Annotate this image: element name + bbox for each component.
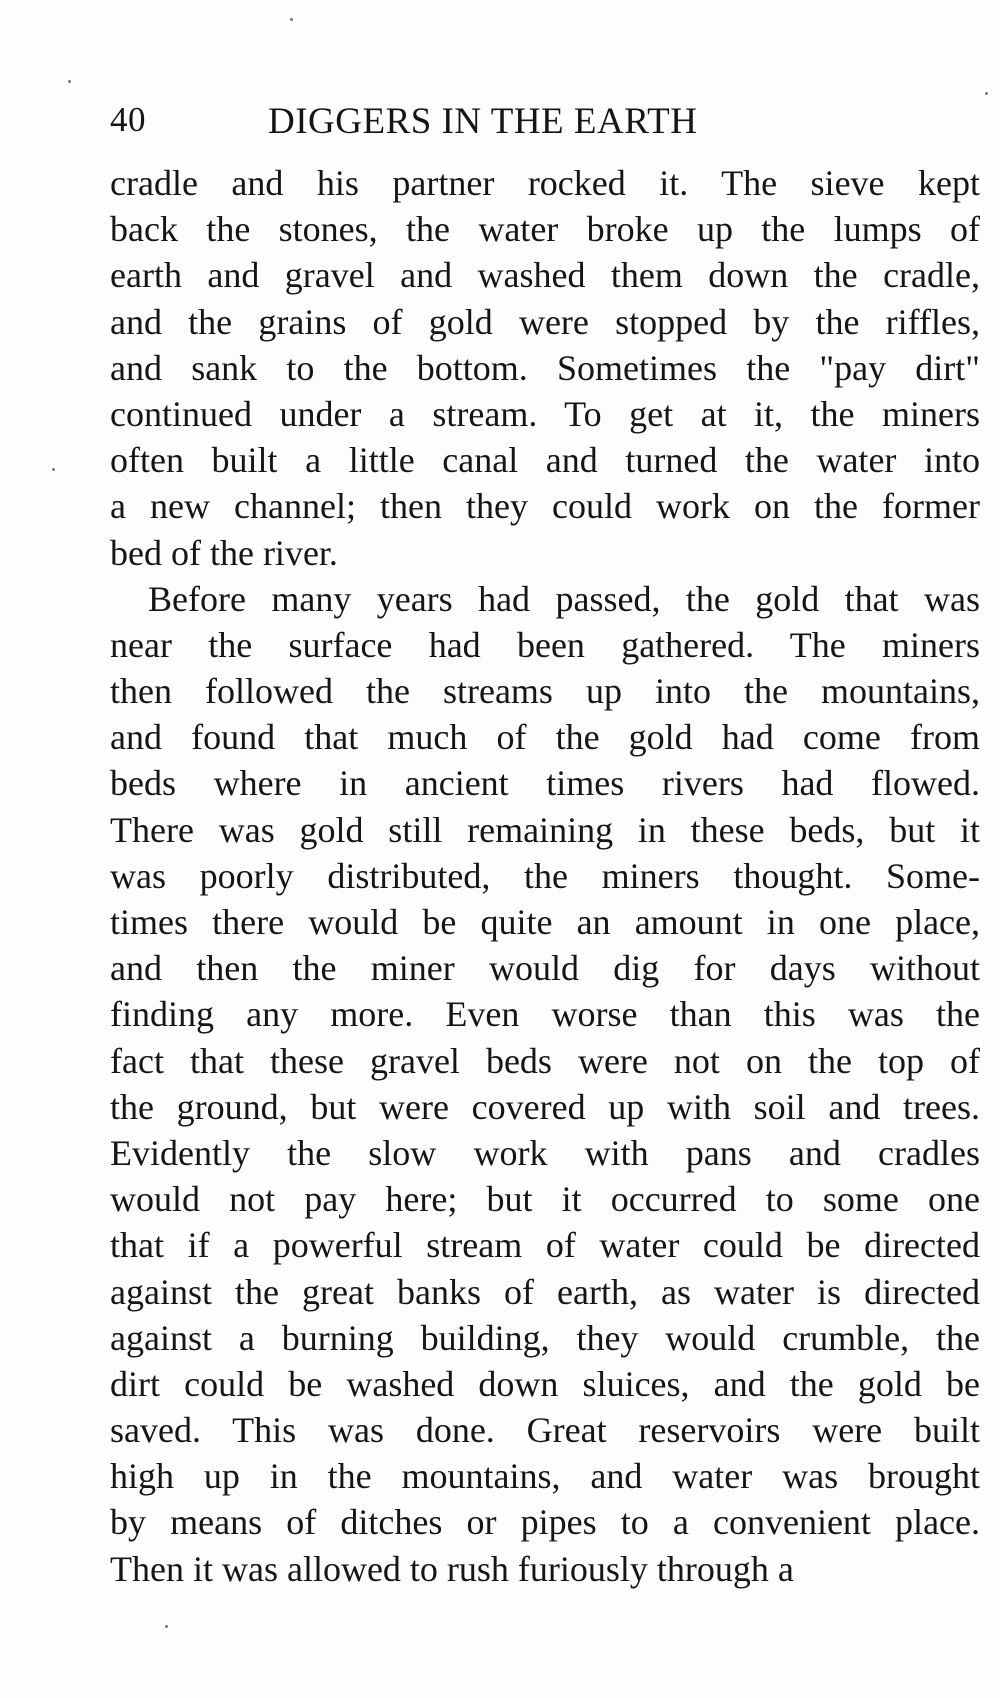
text-line: then followed the streams up into the mountains, — [110, 671, 980, 712]
paper-speck — [165, 1625, 168, 1628]
text-line: and the grains of gold were stopped by the riffles, — [110, 301, 980, 342]
text-line: Before many years had passed, the gold that was — [148, 578, 980, 619]
text-line: high up in the mountains, and water was brought — [110, 1456, 980, 1497]
text-line: cradle and his partner rocked it. The sieve kept — [110, 163, 980, 203]
text-line: against a burning building, they would crumble, the — [110, 1317, 980, 1358]
text-line: by means of ditches or pipes to a convenient place. — [110, 1502, 980, 1543]
text-line: Evidently the slow work with pans and cradles — [110, 1132, 980, 1173]
body-text — [110, 160, 980, 1592]
text-line: saved. This was done. Great reservoirs were built — [110, 1410, 980, 1451]
paragraph — [110, 576, 980, 1592]
paper-speck — [290, 18, 293, 21]
paragraph — [110, 160, 980, 576]
text-line: earth and gravel and washed them down the cradle, — [110, 255, 980, 296]
text-line: against the great banks of earth, as water is directed — [110, 1271, 980, 1312]
text-line: and then the miner would dig for days without — [110, 948, 980, 989]
running-title: DIGGERS IN THE EARTH — [268, 101, 698, 142]
page-number: 40 — [110, 100, 146, 139]
text-line: finding any more. Even worse than this was the — [110, 994, 980, 1035]
text-line: near the surface had been gathered. The miners — [110, 624, 980, 665]
text-line: Then it was allowed to rush furiously through a — [110, 1548, 794, 1589]
paper-speck — [52, 468, 55, 471]
text-line: bed of the river. — [110, 532, 338, 573]
text-line: times there would be quite an amount in one place, — [110, 902, 980, 942]
text-line: fact that these gravel beds were not on the top of — [110, 1040, 980, 1081]
running-head — [110, 100, 890, 148]
text-line: and found that much of the gold had come from — [110, 717, 980, 758]
text-line: a new channel; then they could work on the former — [110, 486, 980, 527]
text-line: beds where in ancient times rivers had flowed. — [110, 763, 980, 804]
text-line: There was gold still remaining in these beds, but it — [110, 809, 980, 850]
text-line: was poorly distributed, the miners thought. Some- — [110, 855, 980, 896]
text-line: that if a powerful stream of water could be directed — [110, 1225, 980, 1266]
text-line: back the stones, the water broke up the lumps of — [110, 209, 980, 250]
text-line: often built a little canal and turned the water into — [110, 440, 980, 481]
text-line: would not pay here; but it occurred to some one — [110, 1179, 980, 1220]
paper-speck — [68, 80, 71, 83]
text-line: continued under a stream. To get at it, the miners — [110, 393, 980, 434]
text-line: dirt could be washed down sluices, and the gold be — [110, 1363, 980, 1404]
text-line: and sank to the bottom. Sometimes the "pay dirt" — [110, 347, 980, 388]
paper-speck — [985, 92, 988, 95]
text-line: the ground, but were covered up with soil and trees. — [110, 1086, 980, 1127]
